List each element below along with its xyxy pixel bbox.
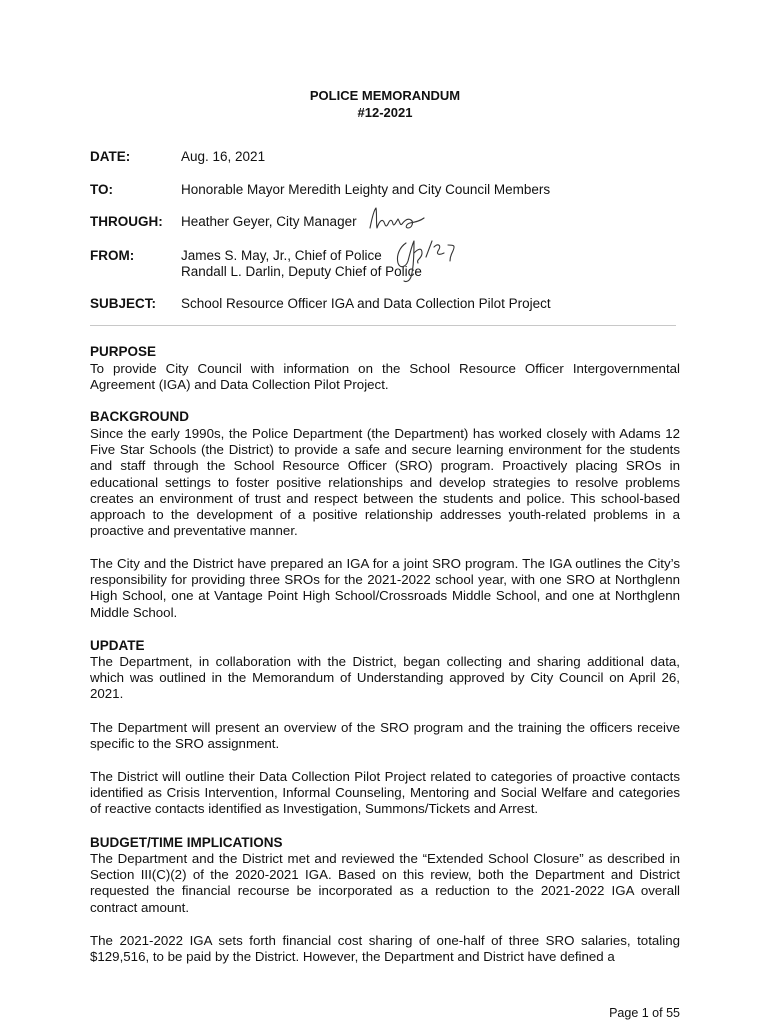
- budget-heading: BUDGET/TIME IMPLICATIONS: [90, 835, 283, 850]
- background-paragraph-1: Since the early 1990s, the Police Department (the Department) has worked closely with Adams 12 Five Star Schools (the District) to provide a safe and secure learning environment for the students and staff through the School Resource Officer (SRO) program. Proactively placing SROs in educational settings to foster positive relationships and develop strategies to resolve problems creates an environment of trust and respect between the students and police. This school-based approach to the development of a positive relationship addresses youth-related problems in a proactive and preventative manner.: [90, 426, 680, 539]
- subject-label: SUBJECT:: [90, 296, 157, 311]
- date-label: DATE:: [90, 149, 131, 164]
- to-label: TO:: [90, 182, 113, 197]
- from-label: FROM:: [90, 248, 135, 263]
- manager-initials-signature: [364, 204, 428, 234]
- page-number: Page 1 of 55: [609, 1006, 680, 1020]
- header-divider: [90, 325, 676, 326]
- update-paragraph-2: The Department will present an overview of the SRO program and the training the officers receive specific to the SRO assignment.: [90, 720, 680, 752]
- background-heading: BACKGROUND: [90, 409, 189, 424]
- chief-initials-signature: [392, 233, 464, 285]
- subject-value: School Resource Officer IGA and Data Collection Pilot Project: [181, 296, 551, 311]
- memo-number: #12-2021: [357, 105, 413, 120]
- through-value: Heather Geyer, City Manager: [181, 214, 357, 229]
- update-heading: UPDATE: [90, 638, 145, 653]
- budget-paragraph-1: The Department and the District met and reviewed the “Extended School Closure” as described in Section III(C)(2) of the 2020-2021 IGA. Based on this review, both the Department and District requested the financial recourse be incorporated as a reduction to the 2021-2022 IGA overall contract amount.: [90, 851, 680, 915]
- from-value-deputy: Randall L. Darlin, Deputy Chief of Police: [181, 264, 422, 279]
- purpose-paragraph: To provide City Council with information on the School Resource Officer Intergovernmental Agreement (IGA) and Data Collection Pilot Project.: [90, 361, 680, 393]
- budget-paragraph-2: The 2021-2022 IGA sets forth financial cost sharing of one-half of three SRO salaries, totaling $129,516, to be paid by the District. However, the Department and District have defined a: [90, 933, 680, 965]
- from-value-chief: James S. May, Jr., Chief of Police: [181, 248, 382, 263]
- through-label: THROUGH:: [90, 214, 163, 229]
- background-paragraph-2: The City and the District have prepared an IGA for a joint SRO program. The IGA outlines the City’s responsibility for providing three SROs for the 2021-2022 school year, with one SRO at Northglenn High School, one at Vantage Point High School/Crossroads Middle School, and one at Northglenn Middle School.: [90, 556, 680, 620]
- update-paragraph-1: The Department, in collaboration with the District, began collecting and sharing additional data, which was outlined in the Memorandum of Understanding approved by City Council on April 26, 2021.: [90, 654, 680, 702]
- memo-title: POLICE MEMORANDUM: [309, 88, 461, 103]
- to-value: Honorable Mayor Meredith Leighty and City Council Members: [181, 182, 551, 197]
- date-value: Aug. 16, 2021: [181, 149, 266, 164]
- update-paragraph-3: The District will outline their Data Collection Pilot Project related to categories of proactive contacts identified as Crisis Intervention, Informal Counseling, Mentoring and Social Welfare and categories of reactive contacts identified as Investigation, Summons/Tickets and Arrest.: [90, 769, 680, 817]
- purpose-heading: PURPOSE: [90, 344, 157, 359]
